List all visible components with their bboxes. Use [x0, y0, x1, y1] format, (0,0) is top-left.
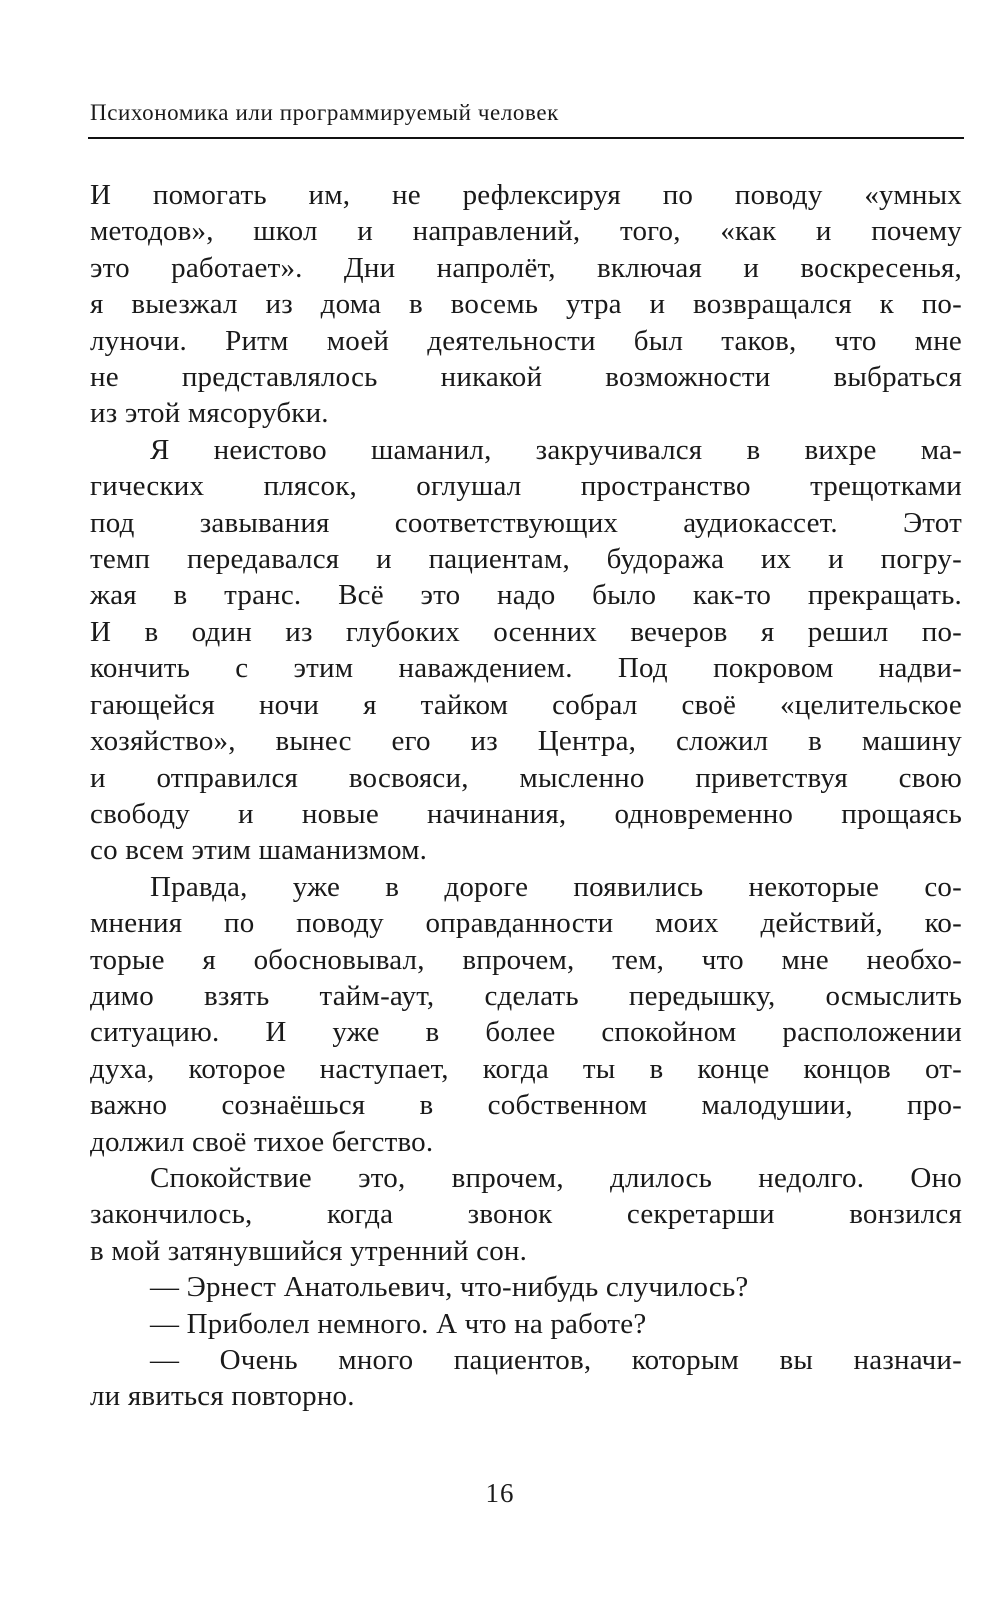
- text-line: из этой мясорубки.: [90, 397, 329, 430]
- text-line: и отправился восвояси, мысленно приветствуя свою: [90, 761, 962, 794]
- text-line: — Эрнест Анатольевич, что-нибудь случилось?: [150, 1271, 749, 1304]
- text-line: димо взять тайм-аут, сделать передышку, осмыслить: [90, 979, 962, 1012]
- running-header-title: Психономика или программируемый человек: [90, 100, 559, 125]
- header-divider: [88, 137, 964, 139]
- dialogue-line-3: [90, 1342, 962, 1415]
- text-line: И в один из глубоких осенних вечеров я решил по-: [90, 615, 962, 648]
- text-line: Правда, уже в дороге появились некоторые со-: [150, 870, 962, 903]
- text-line: методов», школ и направлений, того, «как и почему: [90, 215, 962, 248]
- text-line: жая в транс. Всё это надо было как-то прекращать.: [90, 579, 962, 612]
- page-body: [90, 177, 962, 1415]
- text-line: в мой затянувшийся утренний сон.: [90, 1234, 528, 1267]
- text-line: хозяйство», вынес его из Центра, сложил в машину: [90, 725, 962, 758]
- page-number: 16: [485, 1478, 515, 1508]
- text-line: не представлялось никакой возможности выбраться: [90, 361, 962, 394]
- text-line: со всем этим шаманизмом.: [90, 834, 428, 867]
- paragraph-2: [90, 432, 962, 869]
- text-line: — Очень много пациентов, которым вы назначи-: [150, 1344, 962, 1376]
- dialogue-line-1: [90, 1269, 962, 1305]
- text-line: кончить с этим наваждением. Под покровом надви-: [90, 652, 962, 685]
- text-line: это работает». Дни напролёт, включая и воскресенья,: [90, 251, 962, 284]
- text-line: мнения по поводу оправданности моих действий, ко-: [90, 907, 962, 940]
- dialogue-line-2: [90, 1306, 962, 1342]
- text-line: ситуацию. И уже в более спокойном расположении: [90, 1016, 962, 1049]
- text-line: духа, которое наступает, когда ты в конце концов от-: [90, 1052, 962, 1085]
- text-line: гических плясок, оглушал пространство трещотками: [90, 470, 962, 503]
- text-line: И помогать им, не рефлексируя по поводу «умных: [90, 179, 962, 211]
- text-line: луночи. Ритм моей деятельности был таков, что мне: [90, 324, 962, 357]
- text-line: Спокойствие это, впрочем, длилось недолго. Оно: [150, 1161, 962, 1194]
- text-line: Я неистово шаманил, закручивался в вихре ма-: [150, 433, 962, 466]
- text-line: ли явиться повторно.: [90, 1380, 355, 1413]
- text-line: — Приболел немного. А что на работе?: [150, 1307, 647, 1340]
- text-line: торые я обосновывал, впрочем, тем, что мне необхо-: [90, 943, 962, 976]
- paragraph-1: [90, 177, 962, 432]
- paragraph-4: [90, 1160, 962, 1269]
- text-line: важно сознаёшься в собственном малодушии, про-: [90, 1089, 962, 1122]
- text-line: свободу и новые начинания, одновременно прощаясь: [90, 797, 962, 830]
- text-line: темп передавался и пациентам, будоража их и погру-: [90, 543, 962, 576]
- text-line: закончилось, когда звонок секретарши вонзился: [90, 1198, 962, 1231]
- text-line: под завывания соответствующих аудиокассет. Этот: [90, 506, 962, 539]
- text-line: гающейся ночи я тайком собрал своё «целительское: [90, 688, 962, 721]
- text-line: я выезжал из дома в восемь утра и возвращался к по-: [90, 288, 962, 321]
- text-line: должил своё тихое бегство.: [90, 1125, 434, 1158]
- paragraph-3: [90, 869, 962, 1160]
